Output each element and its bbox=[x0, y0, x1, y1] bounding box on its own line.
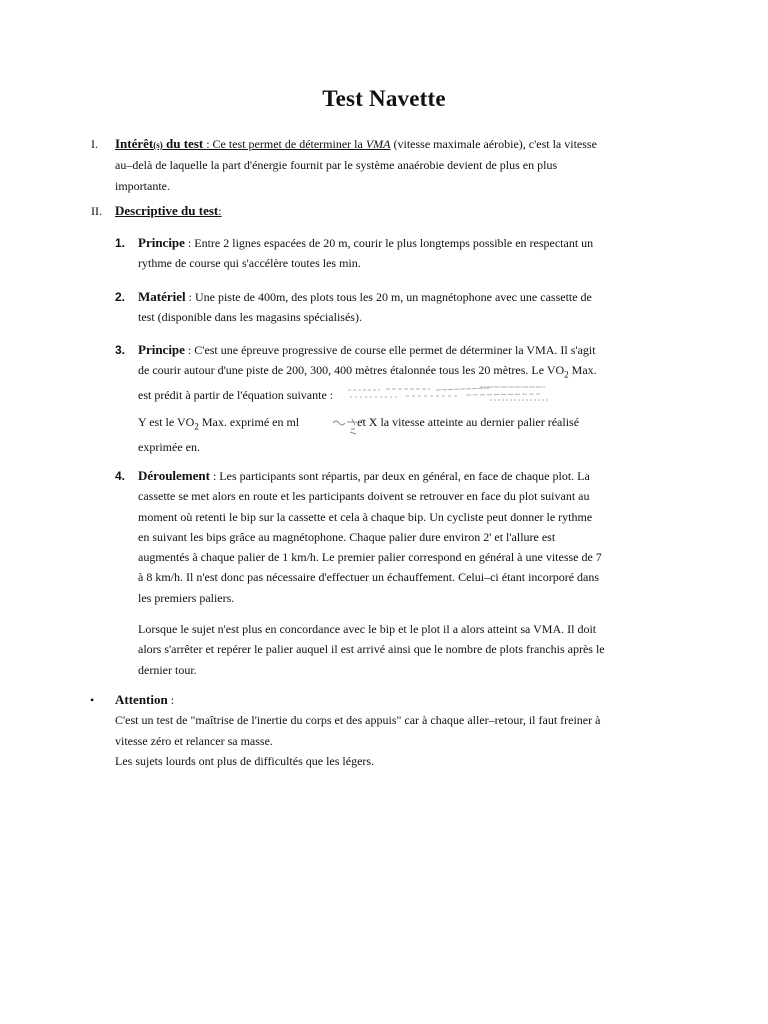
section-1-line-3: importante. bbox=[115, 178, 170, 193]
attention-paragraph: Attention : C'est un test de "maîtrise de l'inertie du corps et des appuis" car à chaque aller–retour, il faut freiner à vitesse zéro et relancer sa masse. Les sujets lourds ont plus de difficultés que les légers. bbox=[115, 692, 601, 768]
item-3-units-paragraph: Y est le $VO_2$ Max. exprimé en ml et X la vitesse atteinte au dernier palier réalisé exprimée en. bbox=[138, 415, 580, 454]
document-title: Test Navette bbox=[322, 86, 446, 111]
item-2-number: 2. bbox=[115, 290, 126, 304]
item-3-number: 3. bbox=[115, 343, 126, 357]
vma-term: VMA bbox=[365, 137, 391, 151]
attention-bullet: • bbox=[90, 693, 95, 707]
section-2-marker: II. bbox=[91, 204, 102, 218]
item-3-label: Principe bbox=[138, 342, 185, 357]
item-1-label: Principe bbox=[138, 235, 185, 250]
item-4-second-paragraph: Lorsque le sujet n'est plus en concordance avec le bip et le plot il a alors atteint sa VMA. Il doit alors s'arrêter et repérer le palier auquel il est arrivé ainsi que le nombre de plots franchis après le dernier tour. bbox=[138, 622, 605, 677]
item-3-paragraph: Principe : C'est une épreuve progressive de course elle permet de déterminer la VMA. Il s'agit de courir autour d'une piste de 200, 300, 400 mètres étalonnée tous les 20 mètres. Le $VO_2$ Max. est prédit à partir de l'équation suivante : bbox=[138, 342, 597, 402]
item-2-paragraph: Matériel : Une piste de 400m, des plots tous les 20 m, un magnétophone avec une cassette de test (disponible dans les magasins spécialisés). bbox=[138, 289, 592, 325]
section-1-marker: I. bbox=[91, 137, 98, 151]
item-4-label: Déroulement bbox=[138, 468, 210, 483]
item-1-paragraph: Principe : Entre 2 lignes espacées de 20 m, courir le plus longtemps possible en respectant un rythme de course qui s'accélère toutes les min. bbox=[138, 235, 594, 271]
section-1-line-2: au–delà de laquelle la part d'énergie fournit par le système anaérobie devient de plus en plus bbox=[115, 158, 558, 173]
attention-label: Attention bbox=[115, 692, 168, 707]
section-1-heading: Intérêt(s) du test bbox=[115, 136, 204, 151]
item-2-label: Matériel bbox=[138, 289, 186, 304]
section-1-paragraph bbox=[115, 134, 715, 196]
section-2-heading: Descriptive du test: bbox=[115, 203, 222, 218]
item-4-paragraph: Déroulement : Les participants sont répartis, par deux en général, en face de chaque plot. La cassette se met alors en route et les participants doivent se retrouver en face du plot suivant au moment où retenti le bip sur la cassette et cela à chaque bip. Un cycliste peut donner le rythme en suivant les bips grâce au magnétophone. Chaque palier dure environ 2' et l'allure est augmentés à chaque palier de 1 km/h. Le premier palier correspond en général à une vitesse de 7 à 8 km/h. Il n'est donc pas nécessaire d'effectuer un échauffement. Celui–ci étant incorporé dans les premiers paliers. bbox=[138, 468, 602, 605]
item-1-number: 1. bbox=[115, 236, 126, 250]
unit-image bbox=[330, 414, 378, 440]
section-1-line-1: Intérêt(s) du test : Ce test permet de déterminer la VMA (vitesse maximale aérobie), c'est la vitesse bbox=[115, 136, 597, 151]
item-4-number: 4. bbox=[115, 469, 126, 483]
equation-image bbox=[340, 384, 560, 404]
